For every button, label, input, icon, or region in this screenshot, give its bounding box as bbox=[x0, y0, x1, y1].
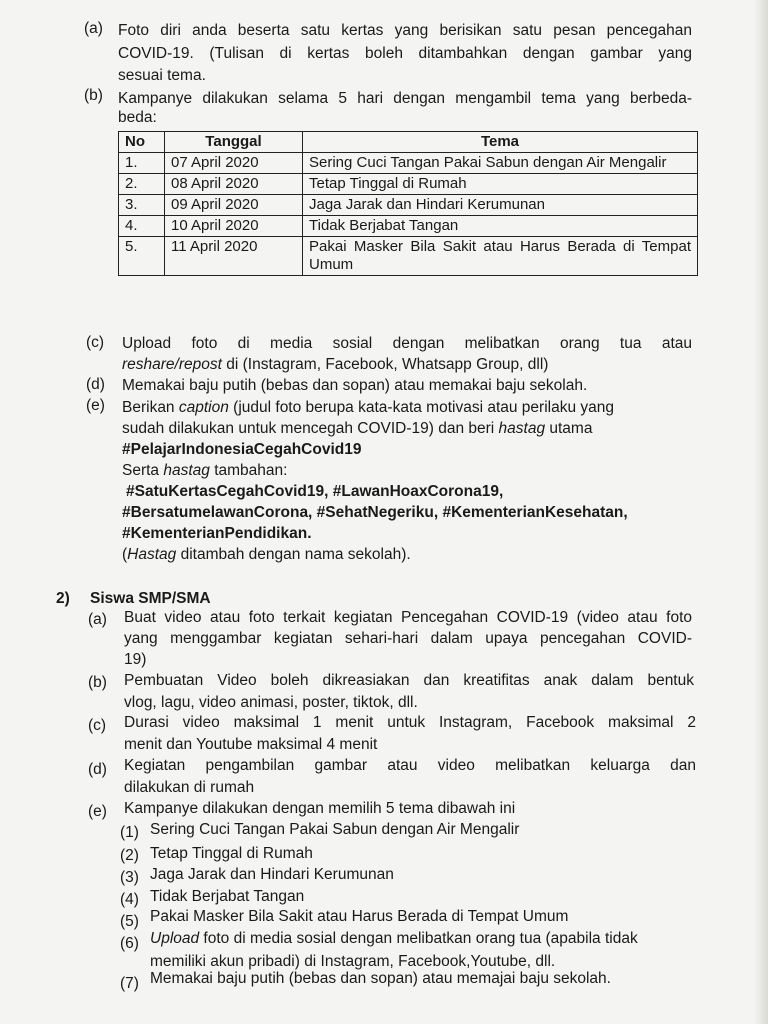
s2-item-c-line-2: menit dan Youtube maksimal 4 menit bbox=[124, 736, 378, 753]
note-rest: ditambah dengan nama sekolah). bbox=[176, 546, 411, 563]
row-no: 2. bbox=[119, 174, 165, 195]
s2-item-c-line-1: Durasi video maksimal 1 menit untuk Instagram, Facebook maksimal 2 bbox=[124, 714, 696, 731]
row-date: 07 April 2020 bbox=[165, 153, 303, 174]
row-date: 11 April 2020 bbox=[165, 237, 303, 276]
row-date: 09 April 2020 bbox=[165, 195, 303, 216]
s2-item-e-label: (e) bbox=[88, 803, 107, 820]
item-c-line-2-rest: di (Instagram, Facebook, Whatsapp Group, dll) bbox=[221, 356, 549, 373]
schedule-table bbox=[118, 131, 698, 276]
theme-5-text: Pakai Masker Bila Sakit atau Harus Berada di Tempat Umum bbox=[150, 908, 569, 925]
s2-item-d-line-2: dilakukan di rumah bbox=[124, 779, 255, 796]
hashtags-line-3: #KementerianPendidikan. bbox=[122, 525, 312, 542]
item-a-line-2: COVID-19. (Tulisan di kertas boleh ditambahkan dengan gambar yang bbox=[118, 45, 692, 62]
item-c-line-1: Upload foto di media sosial dengan melibatkan orang tua atau bbox=[122, 335, 692, 352]
theme-6-number: (6) bbox=[120, 935, 139, 952]
s2-item-d-line-1: Kegiatan pengambilan gambar atau video melibatkan keluarga dan bbox=[124, 757, 696, 774]
item-b-label: (b) bbox=[84, 87, 103, 104]
item-c-label: (c) bbox=[86, 334, 105, 351]
theme-6-line-2: memiliki akun pribadi) di Instagram, Facebook,Youtube, dll. bbox=[150, 953, 556, 970]
item-b-line-2: beda: bbox=[118, 109, 157, 126]
item-e-label: (e) bbox=[86, 397, 105, 414]
serta-line bbox=[122, 461, 287, 481]
table-row bbox=[119, 237, 698, 276]
header-tema: Tema bbox=[303, 132, 698, 153]
theme-5-number: (5) bbox=[120, 913, 139, 930]
item-e-line-1 bbox=[122, 398, 614, 418]
item-b-line-1: Kampanye dilakukan selama 5 hari dengan mengambil tema yang berbeda- bbox=[118, 90, 692, 107]
row-theme: Pakai Masker Bila Sakit atau Harus Berada di Tempat Umum bbox=[303, 237, 698, 276]
table-header-row bbox=[119, 132, 698, 153]
item-e-line-2 bbox=[122, 419, 592, 439]
row-date: 08 April 2020 bbox=[165, 174, 303, 195]
theme-6-line-1 bbox=[150, 929, 638, 949]
row-theme: Tidak Berjabat Tangan bbox=[303, 216, 698, 237]
theme-7-text: Memakai baju putih (bebas dan sopan) atau memajai baju sekolah. bbox=[150, 970, 611, 987]
page-edge-shadow bbox=[754, 0, 768, 1024]
s2-item-a-line-3: 19) bbox=[124, 651, 147, 668]
item-d-label: (d) bbox=[86, 376, 105, 393]
row-date: 10 April 2020 bbox=[165, 216, 303, 237]
s2-item-a-line-2: yang menggambar kegiatan sehari-hari dalam upaya pencegahan COVID- bbox=[124, 630, 692, 647]
theme-4-text: Tidak Berjabat Tangan bbox=[150, 888, 305, 905]
item-e-line-2-start: sudah dilakukan untuk mencegah COVID-19) dan beri bbox=[122, 420, 499, 437]
item-e-line-2-rest: utama bbox=[545, 420, 593, 437]
theme-3-number: (3) bbox=[120, 869, 139, 886]
repost-term: reshare/repost bbox=[122, 356, 222, 373]
theme-4-number: (4) bbox=[120, 891, 139, 908]
caption-term: caption bbox=[178, 399, 229, 416]
item-e-line-1-start: Berikan bbox=[122, 399, 179, 416]
note-open: ( bbox=[122, 546, 128, 563]
table-row bbox=[119, 216, 698, 237]
table-row bbox=[119, 195, 698, 216]
row-no: 3. bbox=[119, 195, 165, 216]
table-row bbox=[119, 153, 698, 174]
theme-1-number: (1) bbox=[120, 824, 139, 841]
item-a-line-3: sesuai tema. bbox=[118, 67, 206, 84]
item-d-line: Memakai baju putih (bebas dan sopan) atau memakai baju sekolah. bbox=[122, 377, 588, 394]
s2-item-b-line-1: Pembuatan Video boleh dikreasiakan dan kreatifitas anak dalam bentuk bbox=[124, 672, 694, 689]
s2-item-b-line-2: vlog, lagu, video animasi, poster, tiktok, dll. bbox=[124, 694, 418, 711]
header-no: No bbox=[119, 132, 165, 153]
hashtags-line-1: #SatuKertasCegahCovid19, #LawanHoaxCorona19, bbox=[126, 483, 504, 500]
section-2-title: Siswa SMP/SMA bbox=[90, 590, 211, 607]
row-theme: Jaga Jarak dan Hindari Kerumunan bbox=[303, 195, 698, 216]
theme-2-number: (2) bbox=[120, 847, 139, 864]
row-theme: Tetap Tinggal di Rumah bbox=[303, 174, 698, 195]
theme-6-line-1-rest: foto di media sosial dengan melibatkan orang tua (apabila tidak bbox=[199, 930, 638, 947]
s2-item-a-label: (a) bbox=[88, 611, 107, 628]
row-no: 5. bbox=[119, 237, 165, 276]
header-tanggal: Tanggal bbox=[165, 132, 303, 153]
s2-item-b-label: (b) bbox=[88, 674, 107, 691]
item-c-line-2 bbox=[122, 355, 548, 375]
row-theme: Sering Cuci Tangan Pakai Sabun dengan Air Mengalir bbox=[303, 153, 698, 174]
theme-2-text: Tetap Tinggal di Rumah bbox=[150, 845, 313, 862]
s2-item-d-label: (d) bbox=[88, 761, 107, 778]
table-row bbox=[119, 174, 698, 195]
hastag-note bbox=[122, 545, 411, 565]
hashtags-line-2: #BersatumelawanCorona, #SehatNegeriku, #KementerianKesehatan, bbox=[122, 504, 628, 521]
s2-item-e-line: Kampanye dilakukan dengan memilih 5 tema dibawah ini bbox=[124, 800, 516, 817]
item-a-line-1: Foto diri anda beserta satu kertas yang berisikan satu pesan pencegahan bbox=[118, 22, 692, 39]
serta-rest: tambahan: bbox=[209, 462, 288, 479]
theme-1-text: Sering Cuci Tangan Pakai Sabun dengan Air Mengalir bbox=[150, 821, 520, 838]
section-2-number: 2) bbox=[56, 590, 70, 607]
main-hashtag: #PelajarIndonesiaCegahCovid19 bbox=[122, 441, 362, 458]
serta-start: Serta bbox=[122, 462, 164, 479]
s2-item-c-label: (c) bbox=[88, 717, 107, 734]
upload-term: Upload bbox=[150, 930, 200, 947]
theme-3-text: Jaga Jarak dan Hindari Kerumunan bbox=[150, 866, 394, 883]
item-a-label: (a) bbox=[84, 20, 103, 37]
s2-item-a-line-1: Buat video atau foto terkait kegiatan Pencegahan COVID-19 (video atau foto bbox=[124, 609, 692, 626]
theme-7-number: (7) bbox=[120, 975, 139, 992]
note-hastag-term: Hastag bbox=[127, 546, 177, 563]
row-no: 1. bbox=[119, 153, 165, 174]
serta-hastag-term: hastag bbox=[163, 462, 210, 479]
hastag-term: hastag bbox=[498, 420, 546, 437]
item-e-line-1-rest: (judul foto berupa kata-kata motivasi atau perilaku yang bbox=[228, 399, 614, 416]
row-no: 4. bbox=[119, 216, 165, 237]
